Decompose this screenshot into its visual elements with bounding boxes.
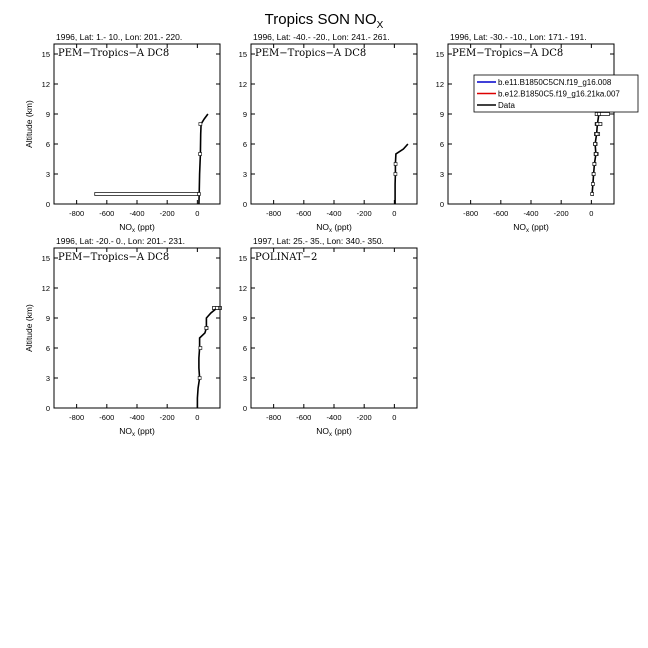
data-point-marker: [594, 143, 597, 146]
x-tick-label: -600: [296, 413, 312, 422]
x-axis-label-main: NO: [119, 222, 132, 232]
data-series-line: [199, 114, 208, 204]
x-tick-label: -400: [523, 209, 539, 218]
y-tick-label: 15: [238, 50, 247, 59]
data-spread-box: [95, 193, 199, 196]
data-point-marker: [199, 123, 202, 126]
x-tick-label: -600: [296, 209, 312, 218]
plot-frame: [54, 248, 220, 408]
x-axis-label-sub: x: [328, 432, 332, 438]
x-tick-label: -600: [493, 209, 509, 218]
y-tick-label: 12: [41, 284, 50, 293]
plot-frame: [251, 248, 417, 408]
x-axis-label-unit: (ppt): [331, 222, 352, 232]
panel-header: 1996, Lat: -40.- -20., Lon: 241.- 261.: [253, 32, 390, 42]
y-tick-label: 3: [45, 374, 50, 383]
x-axis-label-main: NO: [119, 426, 132, 436]
panel-header: 1997, Lat: 25.- 35., Lon: 340.- 350.: [253, 236, 384, 246]
x-tick-label: 0: [195, 413, 200, 422]
plot-frame: [54, 44, 220, 204]
data-point-marker: [215, 307, 218, 310]
data-point-marker: [199, 347, 202, 350]
x-tick-label: 0: [392, 413, 397, 422]
legend-entry: Data: [498, 101, 515, 110]
x-axis-label: [316, 426, 352, 438]
y-tick-label: 15: [41, 50, 50, 59]
x-axis-label: [513, 222, 549, 234]
x-axis-label-unit: (ppt): [331, 426, 352, 436]
x-axis-label-unit: (ppt): [134, 426, 155, 436]
x-tick-label: -200: [356, 209, 372, 218]
chart-panel-5: [239, 236, 417, 438]
figure-title-main: Tropics SON NO: [264, 11, 377, 28]
data-point-marker: [394, 173, 397, 176]
data-point-marker: [594, 153, 597, 156]
data-point-marker: [596, 123, 599, 126]
figure-title-sub: X: [376, 20, 384, 31]
data-point-marker: [394, 163, 397, 166]
panel-grid: [24, 32, 638, 438]
panel-header: 1996, Lat: 1.- 10., Lon: 201.- 220.: [56, 32, 183, 42]
x-axis-label-main: NO: [513, 222, 526, 232]
y-tick-label: 6: [242, 344, 247, 353]
figure-title: [265, 11, 384, 31]
data-series-line: [197, 308, 217, 408]
data-point-marker: [591, 183, 594, 186]
x-tick-label: -200: [356, 413, 372, 422]
chart-panel-1: [24, 32, 220, 234]
y-tick-label: 6: [242, 140, 247, 149]
x-axis-label-unit: (ppt): [528, 222, 549, 232]
y-tick-label: 3: [242, 374, 247, 383]
x-tick-label: -400: [326, 209, 342, 218]
campaign-label: PEM−Tropics−A DC8: [255, 48, 367, 59]
x-tick-label: -800: [69, 209, 85, 218]
x-axis-label-main: NO: [316, 222, 329, 232]
x-axis-label: [316, 222, 352, 234]
y-tick-label: 9: [242, 110, 247, 119]
y-tick-label: 0: [439, 200, 444, 209]
y-tick-label: 15: [238, 254, 247, 263]
x-tick-label: -800: [69, 413, 85, 422]
campaign-label: POLINAT−2: [255, 252, 318, 263]
y-tick-label: 9: [242, 314, 247, 323]
x-axis-label: [119, 222, 155, 234]
chart-panel-3: [436, 32, 638, 234]
y-tick-label: 9: [45, 314, 50, 323]
y-tick-label: 12: [41, 80, 50, 89]
panel-header: 1996, Lat: -20.- 0., Lon: 201.- 231.: [56, 236, 186, 246]
data-series-line: [592, 104, 603, 194]
x-tick-label: -600: [99, 209, 115, 218]
y-tick-label: 6: [45, 140, 50, 149]
legend-entry: b.e12.B1850C5.f19_g16.21ka.007: [498, 89, 620, 99]
legend: [474, 75, 638, 112]
x-tick-label: -400: [129, 209, 145, 218]
x-tick-label: -200: [159, 413, 175, 422]
x-tick-label: -400: [326, 413, 342, 422]
y-tick-label: 6: [439, 140, 444, 149]
y-tick-label: 0: [242, 404, 247, 413]
y-tick-label: 12: [238, 284, 247, 293]
y-axis-label: Altitude (km): [24, 100, 34, 148]
x-axis-label-unit: (ppt): [134, 222, 155, 232]
data-point-marker: [197, 193, 200, 196]
campaign-label: PEM−Tropics−A DC8: [58, 48, 170, 59]
y-tick-label: 0: [242, 200, 247, 209]
x-tick-label: -200: [159, 209, 175, 218]
data-point-marker: [595, 133, 598, 136]
data-point-marker: [592, 173, 595, 176]
chart-panel-4: [24, 236, 222, 438]
y-axis-label: Altitude (km): [24, 304, 34, 352]
x-axis-label-sub: x: [525, 228, 529, 234]
x-tick-label: -600: [99, 413, 115, 422]
data-point-marker: [205, 327, 208, 330]
plot-frame: [448, 44, 614, 204]
y-tick-label: 9: [439, 110, 444, 119]
x-axis-label-sub: x: [328, 228, 332, 234]
data-point-marker: [597, 113, 600, 116]
x-tick-label: -200: [553, 209, 569, 218]
x-axis-label: [119, 426, 155, 438]
x-tick-label: 0: [589, 209, 594, 218]
y-tick-label: 9: [45, 110, 50, 119]
y-tick-label: 0: [45, 404, 50, 413]
data-point-marker: [199, 153, 202, 156]
x-axis-label-main: NO: [316, 426, 329, 436]
x-axis-label-sub: x: [131, 228, 135, 234]
data-point-marker: [591, 193, 594, 196]
x-tick-label: 0: [195, 209, 200, 218]
campaign-label: PEM−Tropics−A DC8: [58, 252, 170, 263]
y-tick-label: 3: [45, 170, 50, 179]
y-tick-label: 6: [45, 344, 50, 353]
x-tick-label: -800: [266, 413, 282, 422]
y-tick-label: 3: [439, 170, 444, 179]
y-tick-label: 15: [41, 254, 50, 263]
campaign-label: PEM−Tropics−A DC8: [452, 48, 564, 59]
plot-frame: [251, 44, 417, 204]
legend-entry: b.e11.B1850C5CN.f19_g16.008: [498, 78, 612, 87]
x-axis-label-sub: x: [131, 432, 135, 438]
data-point-marker: [198, 377, 201, 380]
data-point-marker: [593, 163, 596, 166]
y-tick-label: 0: [45, 200, 50, 209]
y-tick-label: 15: [435, 50, 444, 59]
x-tick-label: -800: [463, 209, 479, 218]
panel-header: 1996, Lat: -30.- -10., Lon: 171.- 191.: [450, 32, 587, 42]
y-tick-label: 3: [242, 170, 247, 179]
x-tick-label: -400: [129, 413, 145, 422]
x-tick-label: -800: [266, 209, 282, 218]
y-tick-label: 12: [435, 80, 444, 89]
chart-panel-2: [239, 32, 417, 234]
y-tick-label: 12: [238, 80, 247, 89]
x-tick-label: 0: [392, 209, 397, 218]
